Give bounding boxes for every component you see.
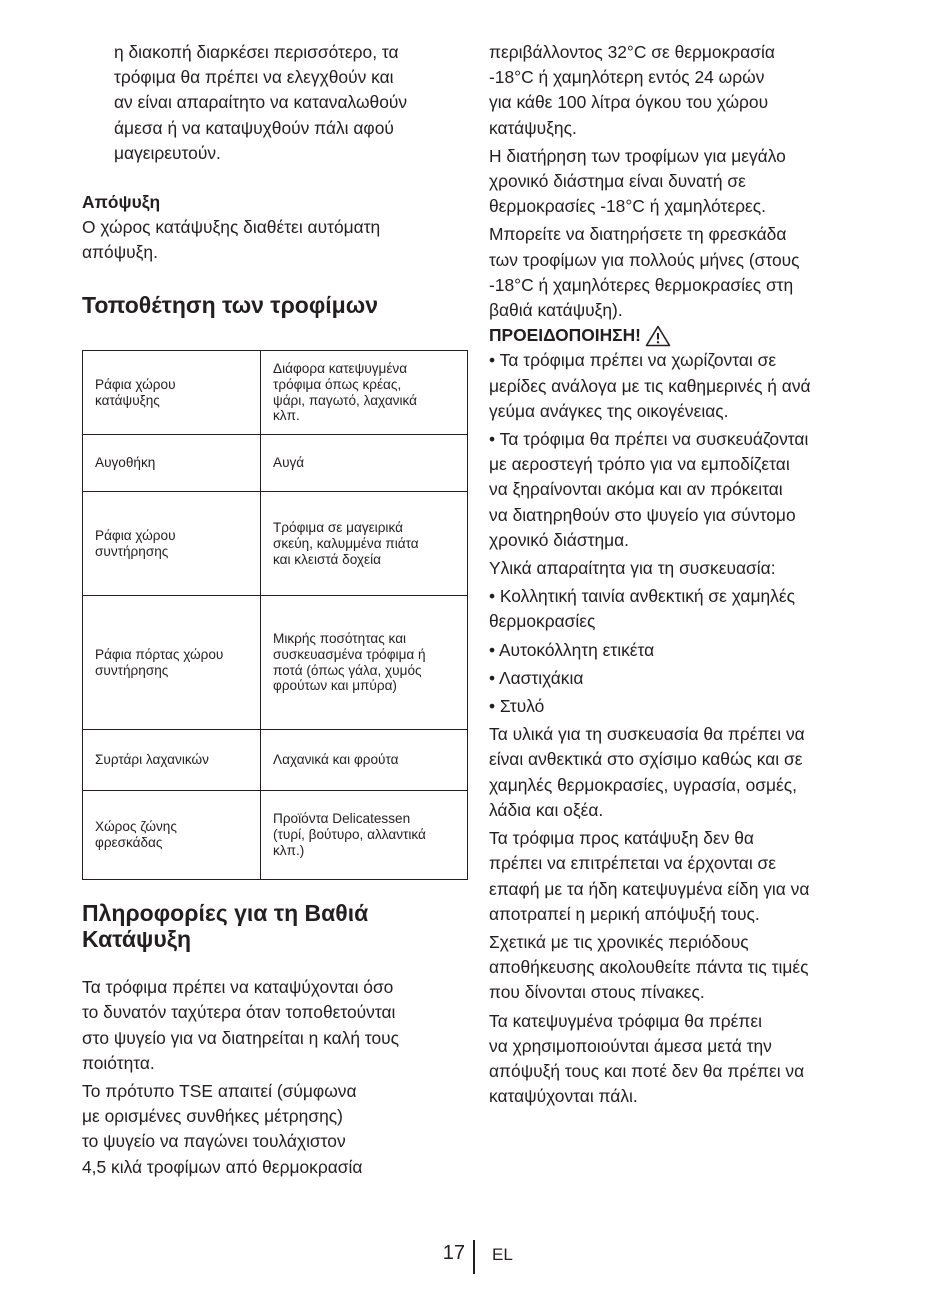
tse-standard-paragraph: Το πρότυπο TSE απαιτεί (σύμφωνα με ορισμένες συνθήκες μέτρησης) το ψυγείο να παγώνει τουλάχιστον 4,5 κιλά τροφίμων από θερμοκρασία <box>82 1080 363 1177</box>
table-row <box>83 596 468 730</box>
heading-line: Κατάψυξη <box>82 925 191 952</box>
deep-freeze-heading <box>82 901 467 952</box>
table-cell-food: Τρόφιμα σε μαγειρικά σκεύη, καλυμμένα πιάτα και κλειστά δοχεία <box>261 492 468 596</box>
warning-heading <box>489 323 884 348</box>
material-item: • Κολλητική ταινία ανθεκτική σε χαμηλές θερμοκρασίες <box>489 586 795 632</box>
deep-freeze-paragraph: Τα τρόφιμα πρέπει να καταψύχονται όσο το δυνατόν ταχύτερα όταν τοποθετούνται στο ψυγείο για να διατηρείται η καλή τους ποιότητα. <box>82 977 400 1073</box>
page-footer <box>0 1240 950 1276</box>
text-line: τρόφιμα θα πρέπει να ελεγχθούν και <box>114 67 394 88</box>
refreeze-paragraph: Τα κατεψυγμένα τρόφιμα θα πρέπει να χρησιμοποιούνται άμεσα μετά την απόψυξή τους και ποτέ δεν θα πρέπει να καταψύχονται πάλι. <box>489 1010 805 1107</box>
language-code: EL <box>492 1245 513 1264</box>
text-line: άμεσα ή να καταψυχθούν πάλι αφού <box>114 117 394 138</box>
table-cell-place: Αυγοθήκη <box>83 435 261 492</box>
defrost-heading: Απόψυξη <box>82 192 161 213</box>
warning-label: ΠΡΟΕΙΔΟΠΟΙΗΣΗ! <box>489 325 641 346</box>
material-item: • Στυλό <box>489 696 545 717</box>
table-row <box>83 791 468 880</box>
heading-line: Πληροφορίες για τη Βαθιά <box>82 900 369 927</box>
defrost-paragraph <box>82 215 467 265</box>
table-cell-food: Αυγά <box>261 435 468 492</box>
text-line: η διακοπή διαρκέσει περισσότερο, τα <box>114 42 399 62</box>
text-line: μαγειρευτούν. <box>114 142 221 163</box>
table-cell-place: Χώρος ζώνης φρεσκάδας <box>83 791 261 880</box>
page-number: 17 <box>442 1242 465 1264</box>
table-row <box>83 492 468 596</box>
storage-periods-paragraph: Σχετικά με τις χρονικές περιόδους αποθήκευσης ακολουθείτε πάντα τις τιμές που δίνονται στους πίνακες. <box>489 931 809 1003</box>
table-row <box>83 351 468 435</box>
left-column <box>82 40 467 1180</box>
placement-heading: Τοποθέτηση των τροφίμων <box>82 291 378 318</box>
table-cell-place: Ράφια χώρου συντήρησης <box>83 492 261 596</box>
table-cell-food: Προϊόντα Delicatessen (τυρί, βούτυρο, αλλαντικά κλπ.) <box>261 791 468 880</box>
storage-duration-paragraph: Η διατήρηση των τροφίμων για μεγάλο χρονικό διάστημα είναι δυνατή σε θερμοκρασίες -18°C ή χαμηλότερες. <box>489 145 786 217</box>
right-column <box>489 40 884 1109</box>
table-cell-food: Διάφορα κατεψυγμένα τρόφιμα όπως κρέας, ψάρι, παγωτό, λαχανικά κλπ. <box>261 351 468 435</box>
table-cell-place: Ράφια χώρου κατάψυξης <box>83 351 261 435</box>
intro-paragraph <box>82 40 467 166</box>
footer-divider <box>473 1240 475 1274</box>
bullet-portions: • Τα τρόφιμα πρέπει να χωρίζονται σε μερίδες ανάλογα με τις καθημερινές ή ανά γεύμα ανάγκες της οικογένειας. <box>489 350 811 421</box>
materials-intro: Υλικά απαραίτητα για τη συσκευασία: <box>489 558 776 579</box>
table-cell-food: Λαχανικά και φρούτα <box>261 730 468 791</box>
text-line: απόψυξη. <box>82 242 158 263</box>
freshness-paragraph: Μπορείτε να διατηρήσετε τη φρεσκάδα των τροφίμων για πολλούς μήνες (στους -18°C ή χαμηλότερες θερμοκρασίες στη βαθιά κατάψυξη). <box>489 224 800 321</box>
table-cell-place: Ράφια πόρτας χώρου συντήρησης <box>83 596 261 730</box>
freezing-capacity-paragraph: περιβάλλοντος 32°C σε θερμοκρασία -18°C ή χαμηλότερη εντός 24 ωρών για κάθε 100 λίτρα όγκου του χώρου κατάψυξης. <box>489 42 775 138</box>
material-item: • Αυτοκόλλητη ετικέτα <box>489 639 655 660</box>
bullet-airtight: • Τα τρόφιμα θα πρέπει να συσκευάζονται με αεροστεγή τρόπο για να εμποδίζεται να ξηραίνονται ακόμα και αν πρόκειται να διατηρηθούν στο ψυγείο για σύντομο χρονικό διάστημα. <box>489 429 809 550</box>
text-line: αν είναι απαραίτητο να καταναλωθούν <box>114 92 408 113</box>
contact-paragraph: Τα τρόφιμα προς κατάψυξη δεν θα πρέπει να επιτρέπεται να έρχονται σε επαφή με τα ήδη κατεψυγμένα είδη για να αποτραπεί η μερική απόψυξή τους. <box>489 828 810 924</box>
table-row <box>83 730 468 791</box>
warning-triangle-icon <box>645 325 671 347</box>
text-line: Ο χώρος κατάψυξης διαθέτει αυτόματη <box>82 217 381 238</box>
material-item: • Λαστιχάκια <box>489 667 584 688</box>
table-cell-place: Συρτάρι λαχανικών <box>83 730 261 791</box>
materials-durability-paragraph: Τα υλικά για τη συσκευασία θα πρέπει να είναι ανθεκτικά στο σχίσιμο καθώς και σε χαμηλές θερμοκρασίες, υγρασία, οσμές, λάδια και οξέα. <box>489 724 805 820</box>
table-row <box>83 435 468 492</box>
table-cell-food: Μικρής ποσότητας και συσκευασμένα τρόφιμα ή ποτά (όπως γάλα, χυμός φρούτων και μπύρα) <box>261 596 468 730</box>
storage-table <box>82 350 468 880</box>
